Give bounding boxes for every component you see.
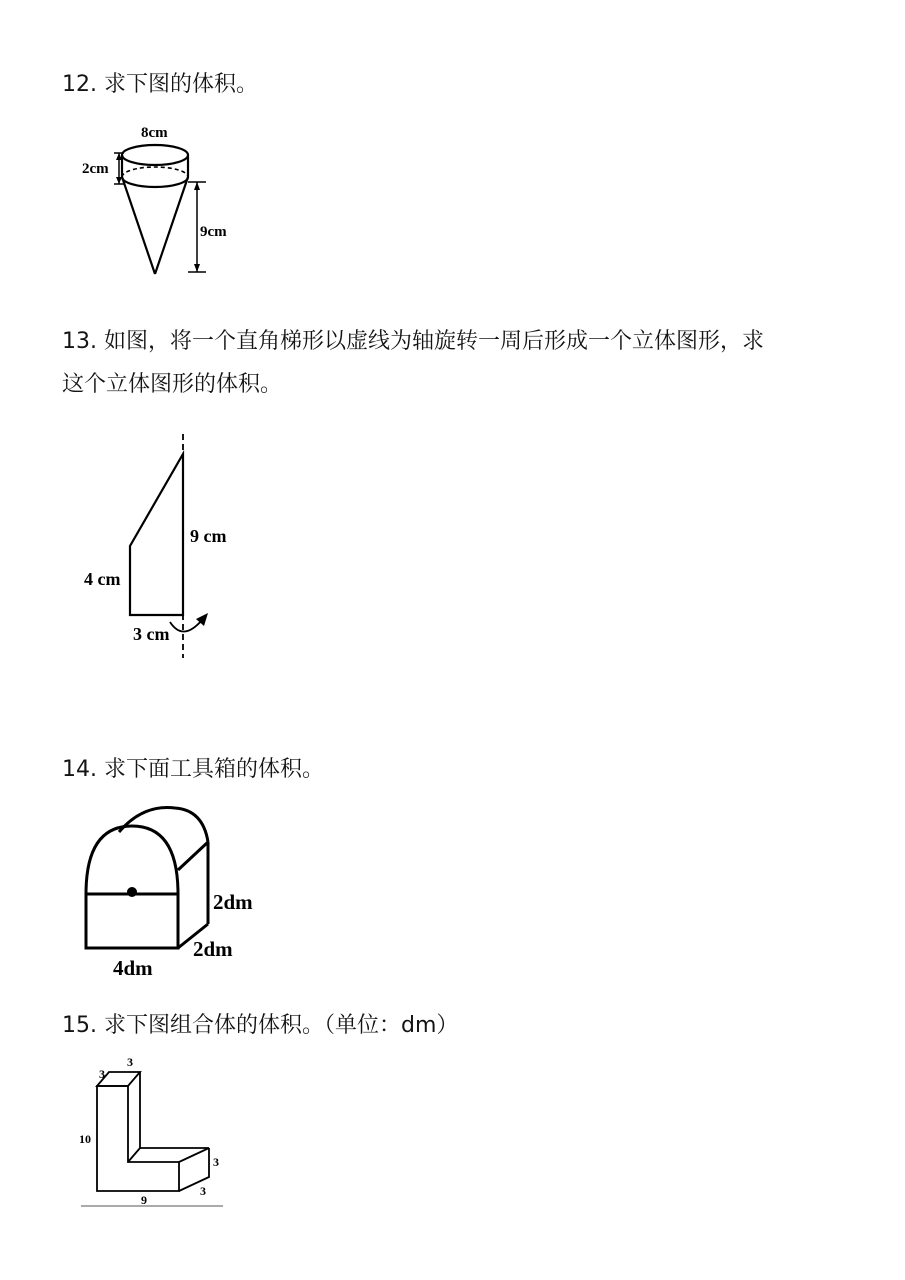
q12-label-diameter: 8cm xyxy=(141,125,168,141)
q15-label-top-depth: 3 xyxy=(99,1067,105,1081)
q13-label-long-side: 9 cm xyxy=(190,526,227,546)
q12-label-cylinder-height: 2cm xyxy=(82,161,109,177)
q13-label-base: 3 cm xyxy=(133,624,170,644)
question-12-text: 12. 求下图的体积。 xyxy=(62,72,258,97)
q13-label-short-side: 4 cm xyxy=(84,569,121,589)
q14-label-depth: 2dm xyxy=(193,937,233,961)
q15-label-height: 10 xyxy=(79,1132,91,1146)
question-14-figure xyxy=(75,800,275,985)
question-12-figure xyxy=(70,112,250,287)
question-15-figure xyxy=(75,1050,235,1210)
q12-label-cone-height: 9cm xyxy=(200,224,227,240)
q15-label-right-height: 3 xyxy=(213,1155,219,1169)
q15-label-bottom-length: 9 xyxy=(141,1193,147,1207)
q15-label-right-depth: 3 xyxy=(200,1184,206,1198)
question-15-text: 15. 求下图组合体的体积。（单位：dm） xyxy=(62,1013,459,1038)
q14-label-length: 4dm xyxy=(113,956,153,980)
q15-label-top-width: 3 xyxy=(127,1055,133,1069)
question-14-text: 14. 求下面工具箱的体积。 xyxy=(62,757,324,782)
question-13-text-line1: 13. 如图，将一个直角梯形以虚线为轴旋转一周后形成一个立体图形，求 xyxy=(62,329,764,354)
question-13-text-line2: 这个立体图形的体积。 xyxy=(62,372,283,397)
question-13-figure xyxy=(80,430,260,662)
q14-label-height: 2dm xyxy=(213,890,253,914)
